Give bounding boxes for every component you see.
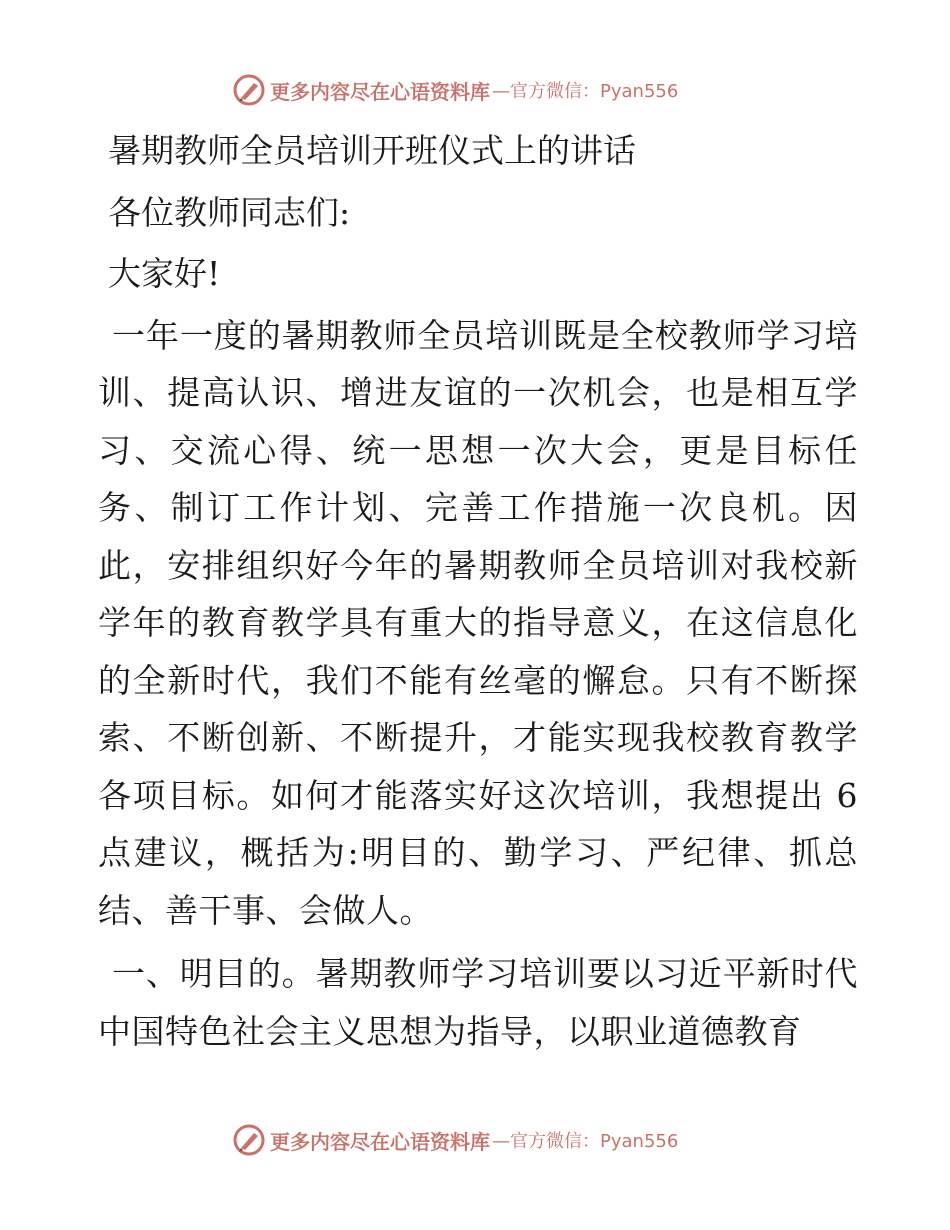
greeting: 大家好! — [108, 254, 221, 293]
document-title: 暑期教师全员培训开班仪式上的讲话 — [108, 131, 636, 170]
document-body — [98, 122, 858, 1066]
paragraph: 一、明目的。暑期教师学习培训要以习近平新时代中国特色社会主义思想为指导，以职业道德教育 — [98, 954, 858, 1051]
banner-brand-text: 更多内容尽在心语资料库 — [270, 79, 490, 104]
footer-banner — [232, 1122, 678, 1158]
banner-wechat-text: —官方微信：Pyan556 — [492, 81, 679, 102]
header-banner — [232, 72, 678, 108]
paragraph: 一年一度的暑期教师全员培训既是全校教师学习培训、提高认识、增进友谊的一次机会，也是相互学习、交流心得、统一思想一次大会，更是目标任务、制订工作计划、完善工作措施一次良机。因此，安排组织好今年的暑期教师全员培训对我校新学年的教育教学具有重大的指导意义，在这信息化的全新时代，我们不能有丝毫的懈怠。只有不断探索、不断创新、不断提升，才能实现我校教育教学各项目标。如何才能落实好这次培训，我想提出 6 点建议，概括为:明目的、勤学习、严纪律、抓总结、善干事、会做人。 — [98, 315, 858, 930]
pen-logo-icon — [232, 1123, 266, 1157]
banner-wechat-text: —官方微信：Pyan556 — [492, 1131, 679, 1152]
salutation: 各位教师同志们: — [108, 192, 351, 232]
pen-logo-icon — [232, 73, 266, 107]
banner-brand-text: 更多内容尽在心语资料库 — [270, 1129, 490, 1154]
